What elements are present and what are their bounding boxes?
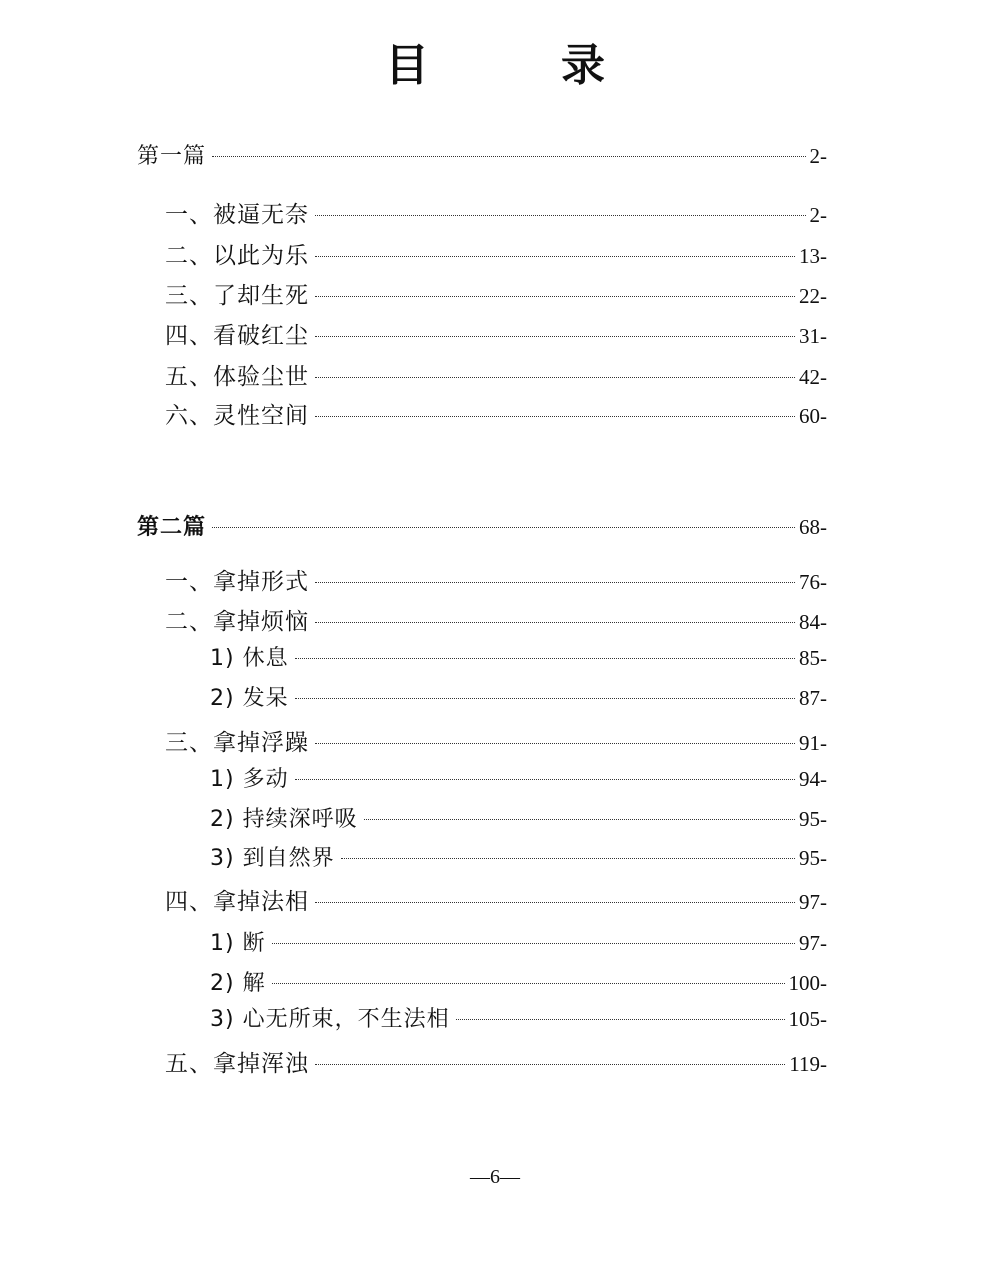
- toc-page-number: 2-: [809, 144, 827, 168]
- dot-leader: [295, 698, 795, 699]
- toc-entry[interactable]: [165, 280, 827, 312]
- toc-page-number: 13-: [799, 244, 827, 268]
- toc-page-number: 105-: [788, 1007, 827, 1031]
- toc-label: 五、体验尘世: [165, 364, 309, 390]
- dot-leader: [272, 943, 795, 944]
- toc-entry[interactable]: [165, 320, 827, 352]
- toc-label: 2) 解: [210, 971, 266, 996]
- dot-leader: [212, 156, 805, 157]
- dot-leader: [315, 296, 795, 297]
- toc-entry[interactable]: [165, 361, 827, 393]
- toc-page-number: 85-: [799, 646, 827, 670]
- toc-label: 3) 到自然界: [210, 846, 335, 871]
- toc-page-number: 22-: [799, 284, 827, 308]
- toc-subentry[interactable]: [210, 927, 827, 959]
- toc-page-number: 2-: [809, 203, 827, 227]
- toc-page-number: 42-: [799, 365, 827, 389]
- toc-page-number: 97-: [799, 931, 827, 955]
- dot-leader: [315, 215, 806, 216]
- toc-entry[interactable]: [165, 566, 827, 598]
- toc-label: 2) 持续深呼吸: [210, 807, 358, 832]
- dot-leader: [295, 658, 795, 659]
- dot-leader: [315, 256, 795, 257]
- dot-leader: [315, 1064, 785, 1065]
- dot-leader: [315, 743, 795, 744]
- toc-part-heading-1[interactable]: [137, 140, 827, 172]
- toc-label: 1) 休息: [210, 646, 289, 671]
- toc-page-number: 119-: [789, 1052, 827, 1076]
- dot-leader: [456, 1019, 785, 1020]
- toc-entry[interactable]: [165, 240, 827, 272]
- dot-leader: [295, 779, 795, 780]
- toc-label: 2) 发呆: [210, 686, 289, 711]
- page-title: 目 录: [385, 40, 649, 91]
- toc-page-number: 97-: [799, 890, 827, 914]
- dot-leader: [315, 377, 795, 378]
- toc-label: 三、了却生死: [165, 283, 309, 309]
- toc-page-number: 76-: [799, 570, 827, 594]
- toc-page-number: 87-: [799, 686, 827, 710]
- toc-label: 1) 多动: [210, 767, 289, 792]
- toc-subentry[interactable]: [210, 803, 827, 835]
- toc-page-number: 91-: [799, 731, 827, 755]
- dot-leader: [272, 983, 785, 984]
- toc-page-number: 31-: [799, 324, 827, 348]
- toc-label: 一、被逼无奈: [165, 202, 309, 228]
- toc-entry[interactable]: [165, 400, 827, 432]
- footer-page-number: —6—: [470, 1166, 520, 1188]
- toc-label: 五、拿掉浑浊: [165, 1051, 309, 1077]
- toc-entry[interactable]: [165, 1048, 827, 1080]
- toc-subentry[interactable]: [210, 763, 827, 795]
- toc-entry[interactable]: [165, 886, 827, 918]
- toc-subentry[interactable]: [210, 967, 827, 999]
- toc-label: 1) 断: [210, 931, 266, 956]
- toc-subentry[interactable]: [210, 642, 827, 674]
- toc-entry[interactable]: [165, 199, 827, 231]
- toc-page-number: 95-: [799, 846, 827, 870]
- dot-leader: [315, 336, 795, 337]
- toc-entry[interactable]: [165, 606, 827, 638]
- dot-leader: [315, 416, 795, 417]
- dot-leader: [212, 527, 795, 528]
- toc-label: 四、看破红尘: [165, 323, 309, 349]
- dot-leader: [315, 902, 795, 903]
- toc-page-number: 60-: [799, 404, 827, 428]
- toc-page-number: 68-: [799, 515, 827, 539]
- dot-leader: [364, 819, 795, 820]
- toc-subentry[interactable]: [210, 682, 827, 714]
- dot-leader: [315, 582, 795, 583]
- toc-label: 二、拿掉烦恼: [165, 609, 309, 635]
- toc-label: 四、拿掉法相: [165, 889, 309, 915]
- toc-label: 三、拿掉浮躁: [165, 730, 309, 756]
- toc-label: 第一篇: [137, 144, 207, 169]
- toc-label: 二、以此为乐: [165, 243, 309, 269]
- toc-subentry[interactable]: [210, 842, 827, 874]
- dot-leader: [341, 858, 795, 859]
- toc-page-number: 94-: [799, 767, 827, 791]
- toc-subentry[interactable]: [210, 1003, 827, 1035]
- toc-part-heading-2[interactable]: [137, 511, 827, 543]
- toc-entry[interactable]: [165, 727, 827, 759]
- toc-label: 六、灵性空间: [165, 403, 309, 429]
- toc-label: 3) 心无所束，不生法相: [210, 1007, 450, 1032]
- toc-label: 一、拿掉形式: [165, 569, 309, 595]
- toc-label: 第二篇: [137, 515, 207, 540]
- toc-page-number: 95-: [799, 807, 827, 831]
- toc-page-number: 100-: [788, 971, 827, 995]
- toc-page-number: 84-: [799, 610, 827, 634]
- dot-leader: [315, 622, 795, 623]
